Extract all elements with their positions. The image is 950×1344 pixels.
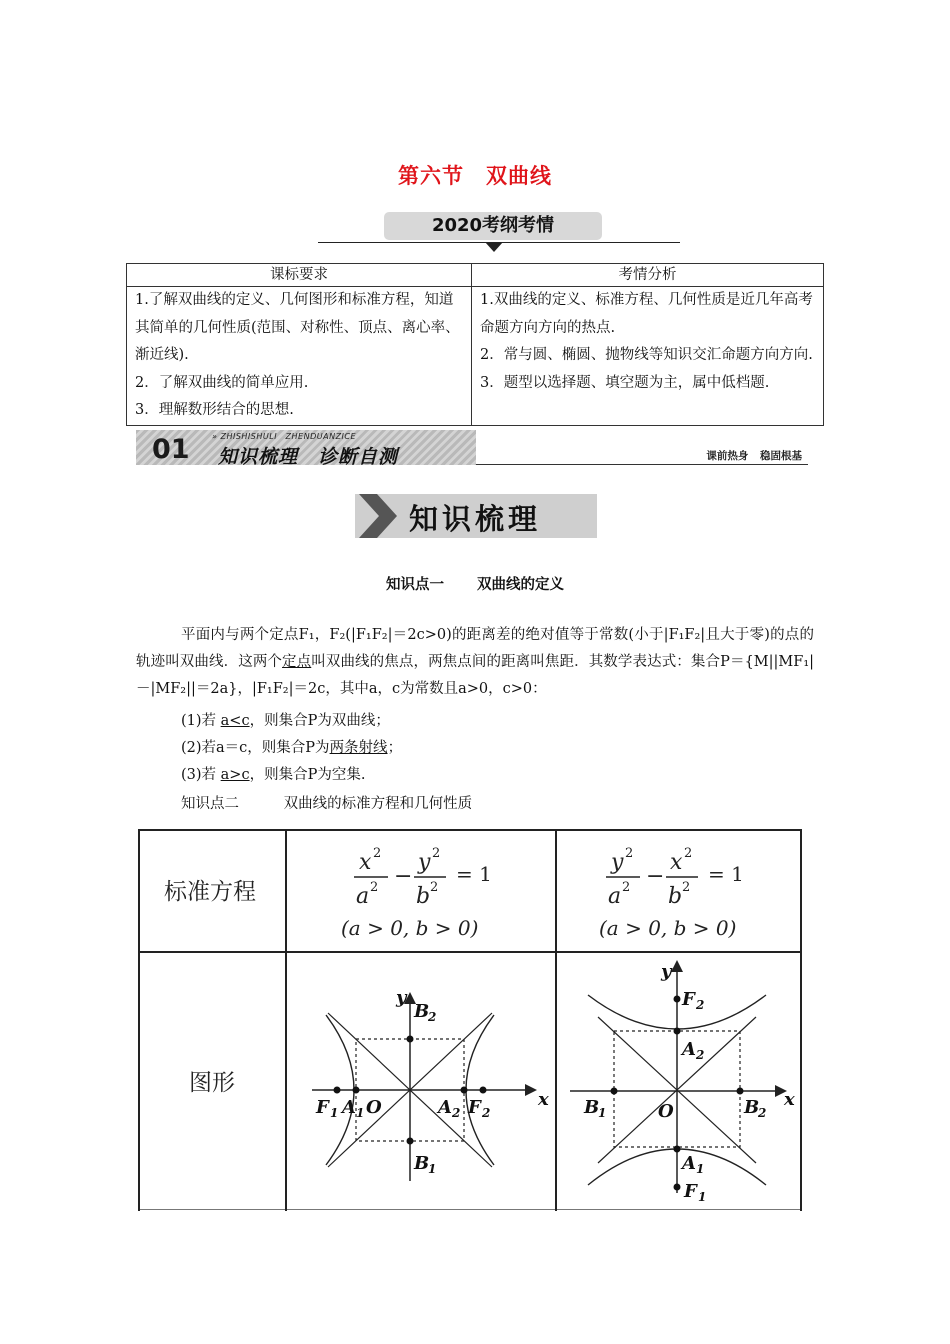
condition: (a > 0, b > 0) [599, 916, 737, 940]
label-a2: A [682, 1039, 696, 1060]
numerator: x [670, 850, 683, 875]
y-axis-label: y [661, 961, 672, 982]
y-axis-label: y [396, 987, 407, 1008]
underlined-term: a>c [220, 767, 250, 783]
vertex-a1 [674, 1146, 681, 1153]
label-b2: B [744, 1097, 760, 1118]
table-border [800, 829, 802, 1211]
equals-one: = 1 [708, 862, 744, 886]
banner-subtitle-text: ZHISHISHULI ZHENDUANZICE [220, 432, 357, 441]
label-a2: A [438, 1097, 452, 1118]
table-header: 考情分析 [472, 264, 824, 287]
underlined-term: 两条射线 [329, 740, 388, 756]
banner-subtitle [212, 431, 356, 442]
equals-one: = 1 [456, 862, 492, 886]
divider [476, 464, 808, 465]
table-border [138, 1209, 802, 1210]
kp-title: 双曲线的标准方程和几何性质 [283, 796, 473, 812]
banner-title: 知识梳理 诊断自测 [218, 446, 399, 468]
x-axis-label: x [538, 1089, 549, 1110]
condition: (a > 0, b > 0) [341, 916, 479, 940]
down-triangle-icon [485, 242, 503, 252]
label-f2: F [468, 1097, 481, 1118]
equation-horizontal [286, 831, 555, 951]
minus-sign: − [394, 864, 413, 889]
condition-text: (2)若a＝c，则集合P为 [181, 740, 330, 756]
definition-text: 叫双曲线的焦点，两焦点间的距离叫焦距．其数学表达式：集合P＝{M||MF₁|－|MF₂||＝2a}，|F₁F₂|＝2c，其中a，c为常数且a>0，c>0： [136, 654, 815, 697]
banner-number: 01 [152, 434, 190, 465]
exponent: 2 [430, 880, 439, 895]
condition-text: ，则集合P为双曲线； [249, 713, 390, 729]
label-f1: F [684, 1181, 697, 1202]
focus-f1 [674, 1184, 681, 1191]
exponent: 2 [370, 880, 379, 895]
label-subscript: 2 [696, 998, 705, 1012]
vertex-a2 [461, 1087, 468, 1094]
numerator: y [418, 850, 431, 875]
point-b2 [737, 1088, 744, 1095]
x-axis-label: x [784, 1089, 795, 1110]
point-b1 [611, 1088, 618, 1095]
denominator: a [356, 884, 370, 909]
label-subscript: 2 [758, 1106, 767, 1120]
exam-outline-header [318, 210, 680, 260]
exponent: 2 [684, 846, 693, 861]
section-heading [355, 494, 597, 538]
label-f1: F [316, 1097, 329, 1118]
list-item: 1.了解双曲线的定义、几何图形和标准方程，知道其简单的几何性质(范围、对称性、顶点、离心率、渐近线). [135, 292, 460, 363]
denominator: b [668, 884, 683, 909]
definition-text: 平面内与两个定点F₁，F₂(|F₁F₂|＝2c>0)的距离差的绝对值等于常数(小于|F₁F₂|且大于零)的点的轨迹叫双曲线．这两个 [136, 627, 814, 670]
exponent: 2 [625, 846, 634, 861]
condition-text: ，则集合P为空集. [249, 767, 366, 783]
vertex-a1 [353, 1087, 360, 1094]
numerator: x [359, 850, 372, 875]
row-label-standard-equation: 标准方程 [164, 879, 256, 905]
condition-text: ； [387, 740, 403, 756]
label-subscript: 1 [698, 1190, 707, 1204]
label-origin: O [658, 1101, 674, 1122]
numerator: y [611, 850, 624, 875]
banner-right-text: 课前热身 稳固根基 [706, 450, 802, 462]
knowledge-point-1-heading [0, 573, 950, 594]
label-subscript: 1 [428, 1162, 437, 1176]
list-item: 2．了解双曲线的简单应用. [135, 374, 309, 391]
double-chevron-icon: » [212, 432, 218, 441]
label-subscript: 2 [452, 1106, 461, 1120]
kp-label: 知识点二 [181, 796, 239, 812]
exponent: 2 [622, 880, 631, 895]
requirements-table [126, 263, 824, 426]
label-subscript: 1 [356, 1106, 365, 1120]
vertex-a2 [674, 1028, 681, 1035]
denominator: a [608, 884, 622, 909]
point-b1 [407, 1138, 414, 1145]
section-banner [136, 430, 808, 466]
row-label-graph: 图形 [189, 1070, 235, 1096]
condition-2 [181, 735, 402, 762]
list-item: 3．题型以选择题、填空题为主，属中低档题. [480, 374, 770, 391]
focus-f1 [334, 1087, 341, 1094]
condition-1 [181, 708, 390, 735]
label-subscript: 2 [428, 1010, 437, 1024]
condition-text: (3)若 [181, 767, 221, 783]
label-a1: A [342, 1097, 356, 1118]
condition-3 [181, 762, 365, 789]
label-subscript: 2 [696, 1048, 705, 1062]
table-header: 课标要求 [127, 264, 472, 287]
label-a1: A [682, 1153, 696, 1174]
label-subscript: 1 [598, 1106, 607, 1120]
label-b2: B [414, 1001, 430, 1022]
label-origin: O [366, 1097, 382, 1118]
focus-f2 [674, 996, 681, 1003]
label-subscript: 1 [696, 1162, 705, 1176]
list-item: 3．理解数形结合的思想. [135, 402, 294, 418]
label-b1: B [584, 1097, 600, 1118]
exponent: 2 [682, 880, 691, 895]
denominator: b [416, 884, 431, 909]
exam-outline-badge: 2020考纲考情 [384, 212, 602, 240]
exponent: 2 [373, 846, 382, 861]
graph-vertical-hyperbola [556, 953, 800, 1209]
section-heading-text: 知识梳理 [409, 502, 542, 536]
condition-text: (1)若 [181, 713, 221, 729]
underlined-term: 定点 [282, 654, 312, 670]
label-b1: B [414, 1153, 430, 1174]
minus-sign: − [646, 864, 665, 889]
chevron-right-icon [355, 494, 399, 538]
knowledge-point-2-heading [181, 792, 472, 813]
underlined-term: a<c [220, 713, 250, 729]
equation-vertical [556, 831, 800, 951]
curriculum-requirements [127, 287, 472, 426]
label-subscript: 2 [482, 1106, 491, 1120]
focus-f2 [480, 1087, 487, 1094]
kp-title: 双曲线的定义 [477, 577, 565, 593]
properties-table [138, 829, 802, 1211]
kp-label: 知识点一 [385, 577, 444, 593]
point-b2 [407, 1036, 414, 1043]
list-item: 2．常与圆、椭圆、抛物线等知识交汇命题方向方向. [480, 347, 813, 363]
table-border [138, 829, 140, 1211]
exponent: 2 [432, 846, 441, 861]
label-f2: F [682, 989, 695, 1010]
exam-analysis [472, 287, 824, 426]
list-item: 1.双曲线的定义、标准方程、几何性质是近几年高考命题方向方向的热点. [480, 292, 813, 336]
graph-horizontal-hyperbola [286, 953, 555, 1209]
definition-paragraph [136, 622, 814, 703]
label-subscript: 1 [330, 1106, 339, 1120]
page-title: 第六节 双曲线 [398, 164, 552, 188]
